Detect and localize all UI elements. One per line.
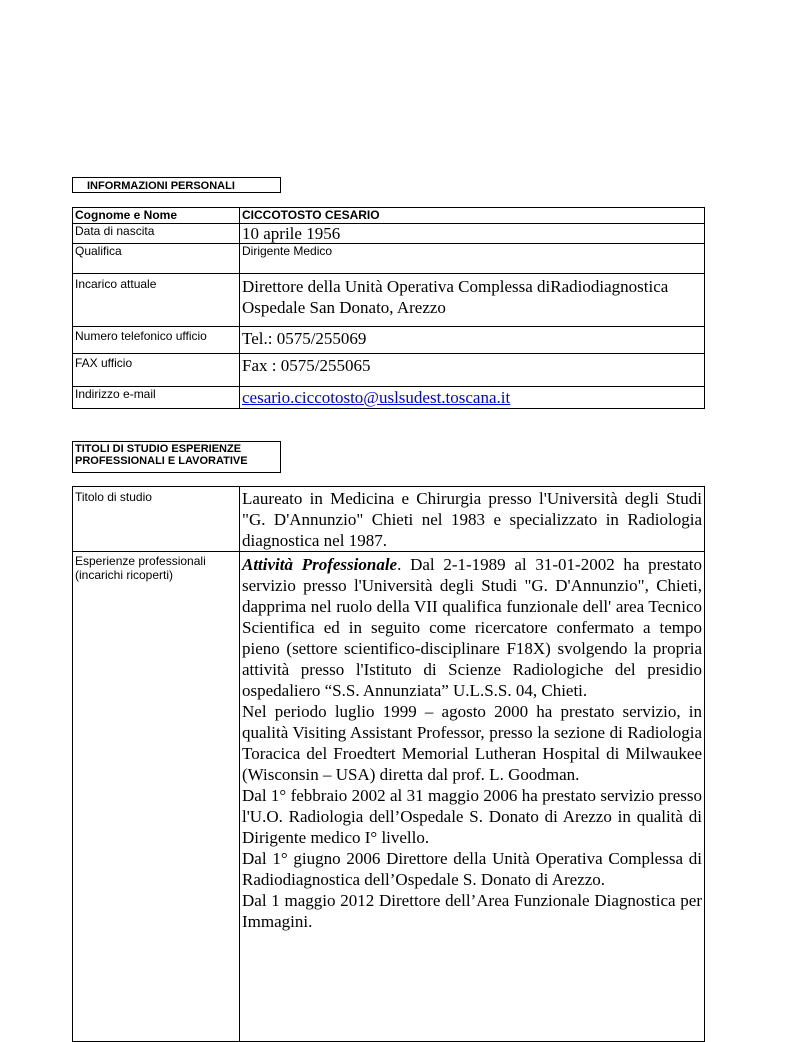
section-education-title-line2: PROFESSIONALI E LAVORATIVE — [75, 455, 248, 467]
table-row — [73, 552, 705, 1042]
table-row — [73, 224, 705, 244]
esperienze-paragraph-4: Dal 1° giugno 2006 Direttore della Unità Operativa Complessa di Radiodiagnostica dell’Ospedale S. Donato di Arezzo. — [242, 849, 702, 889]
personal-info-table — [72, 207, 705, 409]
esperienze-label-line2: (incarichi ricoperti) — [75, 568, 174, 582]
section-education-title-line1: TITOLI DI STUDIO ESPERIENZE — [75, 443, 242, 455]
fax-label: FAX ufficio — [73, 354, 240, 387]
esperienze-label — [73, 552, 240, 1042]
table-row — [73, 244, 705, 274]
esperienze-paragraph-1 — [242, 554, 702, 701]
section-personal-info — [72, 177, 281, 193]
incarico-value — [240, 274, 705, 327]
esperienze-heading: Attività Professionale — [242, 555, 398, 574]
titolo-value: Laureato in Medicina e Chirurgia presso l'Università degli Studi "G. D'Annunzio" Chieti nel 1983 e specializzato in Radiologia diagnostica nel 1987. — [240, 487, 705, 552]
table-row — [73, 354, 705, 387]
section-personal-info-title: INFORMAZIONI PERSONALI — [87, 180, 235, 192]
esperienze-paragraph-2: Nel periodo luglio 1999 – agosto 2000 ha prestato servizio, in qualità Visiting Assistant Professor, presso la sezione di Radiologia Toracica del Froedtert Memorial Lutheran Hospital di Milwaukee (Wisconsin – USA) diretta dal prof. L. Goodman. — [242, 702, 702, 784]
fax-value: Fax : 0575/255065 — [240, 354, 705, 387]
esperienze-paragraph-5: Dal 1 maggio 2012 Direttore dell’Area Funzionale Diagnostica per Immagini. — [242, 891, 702, 931]
birth-label: Data di nascita — [73, 224, 240, 244]
table-row — [73, 387, 705, 409]
email-value — [240, 387, 705, 409]
incarico-value-line2: Ospedale San Donato, Arezzo — [242, 298, 446, 317]
table-row — [73, 274, 705, 327]
esperienze-paragraph-3: Dal 1° febbraio 2002 al 31 maggio 2006 ha prestato servizio presso l'U.O. Radiologia dell’Ospedale S. Donato di Arezzo in qualità di Dirigente medico I° livello. — [242, 786, 702, 847]
tel-label: Numero telefonico ufficio — [73, 327, 240, 354]
table-row — [73, 208, 705, 224]
birth-value: 10 aprile 1956 — [240, 224, 705, 244]
titolo-label: Titolo di studio — [73, 487, 240, 552]
name-value: CICCOTOSTO CESARIO — [240, 208, 705, 224]
incarico-value-line1: Direttore della Unità Operativa Complessa diRadiodiagnostica — [242, 277, 669, 296]
esperienze-label-line1: Esperienze professionali — [75, 554, 206, 568]
table-row — [73, 327, 705, 354]
qualifica-label: Qualifica — [73, 244, 240, 274]
table-row — [73, 487, 705, 552]
section-education — [72, 441, 281, 473]
esperienze-value — [240, 552, 705, 1042]
qualifica-value: Dirigente Medico — [240, 244, 705, 274]
email-link[interactable]: cesario.ciccotosto@uslsudest.toscana.it — [242, 388, 511, 407]
esperienze-p1-text: . Dal 2-1-1989 al 31-01-2002 ha prestato servizio presso l'Università degli Studi "G. D'Annunzio", Chieti, dapprima nel ruolo della VII qualifica funzionale dell' area Tecnico Scientifica ed in seguito come ricercatore confermato a tempo pieno (settore scientifico-disciplinare F18X) svolgendo la propria attività presso l'Istituto di Scienze Radiologiche del presidio ospedaliero “S.S. Annunziata” U.L.S.S. 04, Chieti. — [242, 555, 702, 700]
name-label: Cognome e Nome — [73, 208, 240, 224]
education-table — [72, 486, 705, 1042]
incarico-label: Incarico attuale — [73, 274, 240, 327]
tel-value: Tel.: 0575/255069 — [240, 327, 705, 354]
email-label: Indirizzo e-mail — [73, 387, 240, 409]
